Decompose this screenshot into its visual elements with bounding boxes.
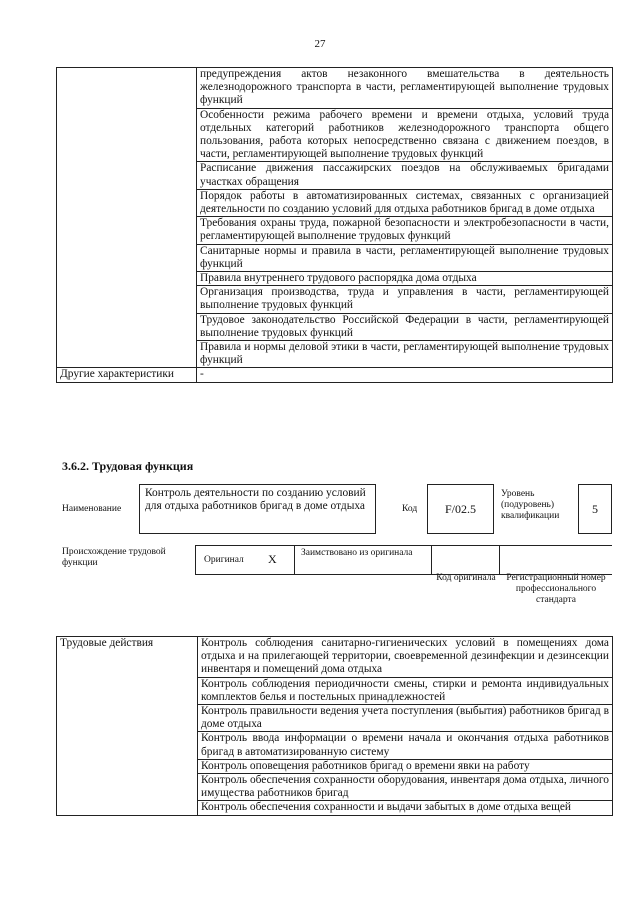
function-name-box: Контроль деятельности по созданию условий для отдыха работников бригад в доме отдыха — [139, 484, 376, 534]
table-cell: Контроль обеспечения сохранности оборудования, инвентаря дома отдыха, личного имущества работников бригад — [198, 774, 613, 801]
original-cell — [195, 546, 294, 574]
table-row — [57, 637, 613, 678]
table-cell: Требования охраны труда, пожарной безопасности и электробезопасности в части, регламентирующей выполнение трудовых функций — [197, 217, 613, 244]
table-cell: Контроль соблюдения санитарно-гигиенических условий в помещениях дома отдыха и на прилегающей территории, своевременной дезинфекции и дезинсекции инвентаря и помещений дома отдыха — [198, 637, 613, 678]
reg-number-cell — [499, 546, 612, 574]
empty-label-cell — [57, 68, 197, 368]
table-cell: Контроль обеспечения сохранности и выдачи забытых в доме отдыха вещей — [198, 801, 613, 815]
reg-number-caption: Регистрационный номер профессионального стандарта — [506, 573, 606, 605]
borrowed-cell — [294, 546, 431, 574]
table-cell: Контроль правильности ведения учета поступления (выбытия) работников бригад в доме отдыха — [198, 705, 613, 732]
other-characteristics-value: - — [197, 368, 613, 382]
code-label: Код — [402, 504, 418, 514]
code-original-caption: Код оригинала — [436, 573, 496, 583]
labor-actions-table — [56, 636, 613, 816]
original-label: Оригинал — [204, 555, 244, 565]
original-mark: X — [268, 552, 277, 566]
qualification-level-box: 5 — [578, 484, 612, 534]
table-cell: Правила и нормы деловой этики в части, регламентирующей выполнение трудовых функций — [197, 341, 613, 368]
table-cell: Правила внутреннего трудового распорядка дома отдыха — [197, 272, 613, 286]
table-cell: предупреждения актов незаконного вмешательства в деятельность железнодорожного транспорта в части, регламентирующей выполнение трудовых функций — [197, 68, 613, 109]
code-original-cell — [431, 546, 499, 574]
labor-actions-label: Трудовые действия — [57, 637, 198, 816]
name-label: Наименование — [62, 504, 122, 514]
knowledge-table — [56, 67, 613, 383]
table-cell: Расписание движения пассажирских поездов на обслуживаемых бригадами участках обращения — [197, 162, 613, 189]
borrowed-label: Заимствовано из оригинала — [301, 548, 413, 558]
table-row — [57, 368, 613, 382]
function-code-box: F/02.5 — [427, 484, 494, 534]
table-cell: Трудовое законодательство Российской Федерации в части, регламентирующей выполнение трудовых функций — [197, 313, 613, 340]
origin-label: Происхождение трудовой функции — [62, 547, 166, 568]
table-cell: Санитарные нормы и правила в части, регламентирующей выполнение трудовых функций — [197, 244, 613, 271]
table-cell: Особенности режима рабочего времени и времени отдыха, условий труда отдельных категорий работников железнодорожного транспорта общего пользования, работа которых непосредственно связана с движением поездов, в части, регламентирующей выполнение трудовых функций — [197, 108, 613, 162]
origin-row — [195, 545, 612, 575]
table-row — [57, 68, 613, 109]
table-cell: Порядок работы в автоматизированных системах, связанных с организацией деятельности по созданию условий для отдыха работников бригад в доме отдыха — [197, 189, 613, 216]
table-cell: Контроль ввода информации о времени начала и окончания отдыха работников бригад в автоматизированную систему — [198, 732, 613, 759]
table-cell: Организация производства, труда и управления в части, регламентирующей выполнение трудовых функций — [197, 286, 613, 313]
section-heading: 3.6.2. Трудовая функция — [62, 459, 194, 473]
page-number: 27 — [314, 38, 326, 50]
table-cell: Контроль соблюдения периодичности смены, стирки и ремонта индивидуальных комплектов белья и постельных принадлежностей — [198, 677, 613, 704]
level-label: Уровень (подуровень) квалификации — [501, 489, 560, 521]
table-cell: Контроль оповещения работников бригад о времени явки на работу — [198, 759, 613, 773]
other-characteristics-label: Другие характеристики — [57, 368, 197, 382]
